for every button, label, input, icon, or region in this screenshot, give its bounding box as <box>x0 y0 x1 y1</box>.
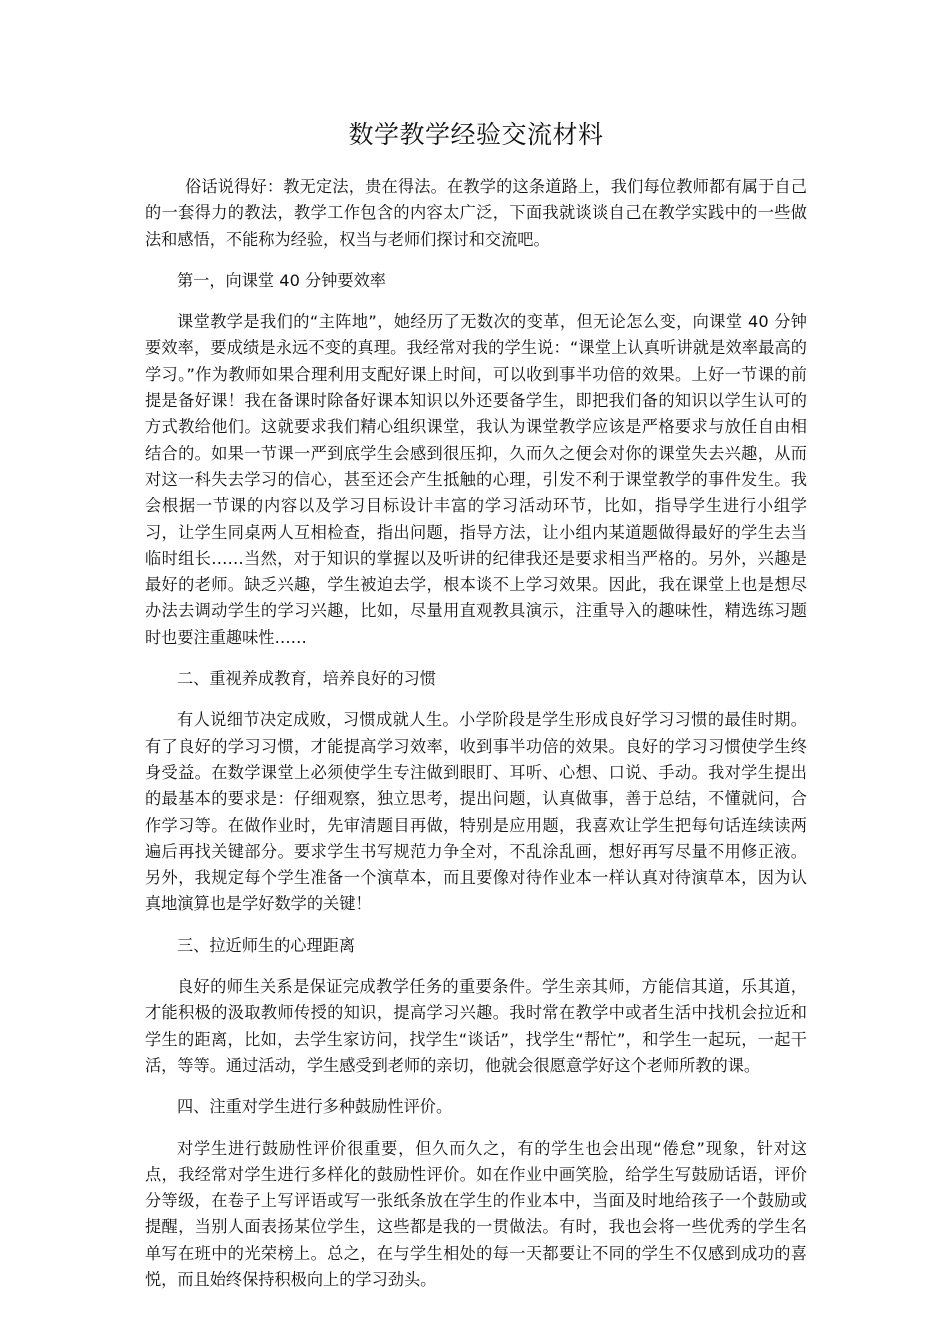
intro-paragraph: 俗话说得好：教无定法，贵在得法。在教学的这条道路上，我们每位教师都有属于自己的一套得力的教法，教学工作包含的内容太广泛，下面我就谈谈自己在教学实践中的一些做法和感悟，不能称为经验，权当与老师们探讨和交流吧。 <box>145 177 807 249</box>
section-body-1: 课堂教学是我们的“主阵地”，她经历了无数次的变革，但无论怎么变，向课堂 40 分钟要效率，要成绩是永远不变的真理。我经常对我的学生说：“课堂上认真听讲就是效率最高的学习。”作为教师如果合理利用支配好课上时间，可以收到事半功倍的效果。上好一节课的前提是备好课！我在备课时除备好课本知识以外还要备学生，即把我们备的知识以学生认可的方式教给他们。这就要求我们精心组织课堂，我认为课堂教学应该是严格要求与放任自由相结合的。如果一节课一严到底学生会感到很压抑，久而久之便会对你的课堂失去兴趣，从而对这一科失去学习的信心，甚至还会产生抵触的心理，引发不利于课堂教学的事件发生。我会根据一节课的内容以及学习目标设计丰富的学习活动环节，比如，指导学生进行小组学习，让学生同桌两人互相检查，指出问题，指导方法，让小组内某道题做得最好的学生去当临时组长……当然，对于知识的掌握以及听讲的纪律我还是要求相当严格的。另外，兴趣是最好的老师。缺乏兴趣，学生被迫去学，根本谈不上学习效果。因此，我在课堂上也是想尽办法去调动学生的学习兴趣，比如，尽量用直观教具演示，注重导入的趣味性，精选练习题时也要注重趣味性…… <box>145 312 807 647</box>
document-page <box>145 118 807 1293</box>
section-body-4: 对学生进行鼓励性评价很重要，但久而久之，有的学生也会出现“倦怠”现象，针对这点，我经常对学生进行多样化的鼓励性评价。如在作业中画笑脸，给学生写鼓励话语，评价分等级，在卷子上写评语或写一张纸条放在学生的作业本中，当面及时地给孩子一个鼓励或提醒，当别人面表扬某位学生，这些都是我的一贯做法。有时，我也会将一些优秀的学生名单写在班中的光荣榜上。总之，在与学生相处的每一天都要让不同的学生不仅感到成功的喜悦，而且始终保持积极向上的学习劲头。 <box>145 1138 807 1289</box>
section-heading-3: 三、拉近师生的心理距离 <box>177 935 356 955</box>
section-body-2: 有人说细节决定成败，习惯成就人生。小学阶段是学生形成良好学习习惯的最佳时期。有了良好的学习习惯，才能提高学习效率，收到事半功倍的效果。良好的学习习惯使学生终身受益。在数学课堂上必须使学生专注做到眼盯、耳听、心想、口说、手动。我对学生提出的最基本的要求是：仔细观察，独立思考，提出问题，认真做事，善于总结，不懂就问，合作学习等。在做作业时，先审清题目再做，特别是应用题，我喜欢让学生把每句话连续读两遍后再找关键部分。要求学生书写规范力争全对，不乱涂乱画，想好再写尽量不用修正液。另外，我规定每个学生准备一个演草本，而且要像对待作业本一样认真对待演草本，因为认真地演算也是学好数学的关键！ <box>145 710 807 914</box>
section-heading-2: 二、重视养成教育，培养良好的习惯 <box>177 669 436 689</box>
section-heading-4: 四、注重对学生进行多种鼓励性评价。 <box>177 1097 453 1117</box>
section-heading-1: 第一，向课堂 40 分钟要效率 <box>177 270 386 290</box>
section-body-3: 良好的师生关系是保证完成教学任务的重要条件。学生亲其师，方能信其道，乐其道，才能积极的汲取教师传授的知识，提高学习兴趣。我时常在教学中或者生活中找机会拉近和学生的距离，比如，去学生家访问，找学生“谈话”，找学生“帮忙”，和学生一起玩，一起干活，等等。通过活动，学生感受到老师的亲切，他就会很愿意学好这个老师所教的课。 <box>145 977 807 1075</box>
document-title: 数学教学经验交流材料 <box>348 120 604 149</box>
